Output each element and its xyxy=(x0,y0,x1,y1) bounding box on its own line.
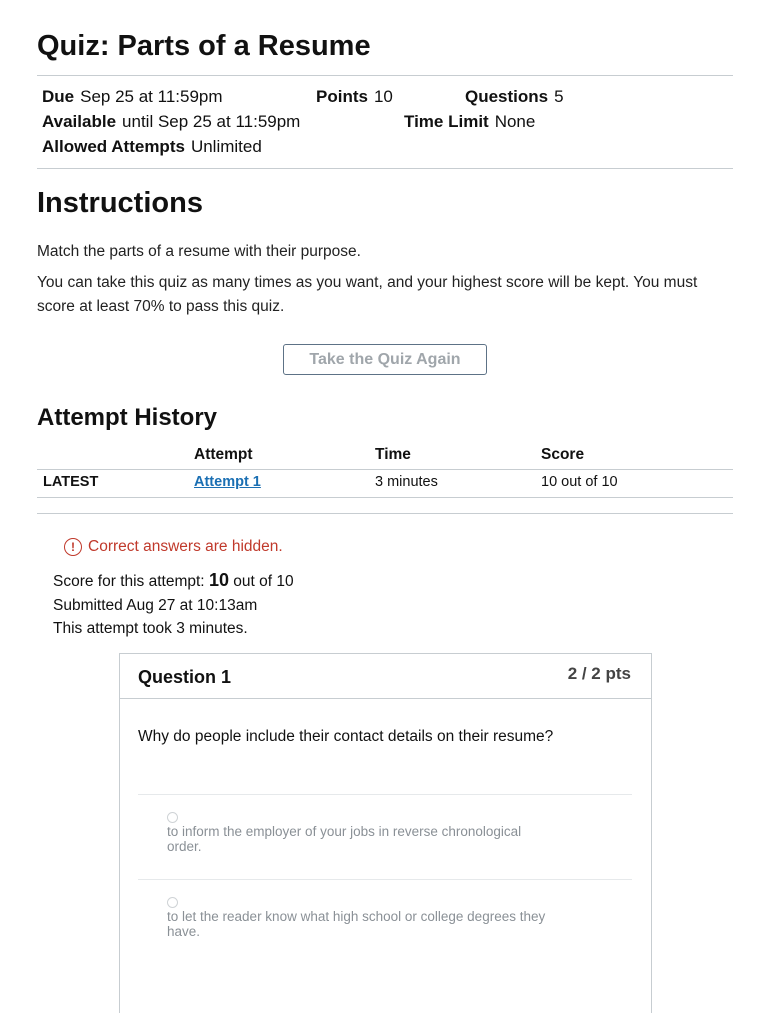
answer-option[interactable] xyxy=(138,879,632,964)
answer-text: to inform the employer of your jobs in reverse chronological order. xyxy=(167,824,522,854)
meta-time-limit: Time Limit None xyxy=(404,112,536,131)
meta-available: Available until Sep 25 at 11:59pm xyxy=(42,112,301,131)
radio-button[interactable] xyxy=(167,897,178,908)
answers-hidden-notice xyxy=(64,538,283,556)
question-text: Why do people include their contact details on their resume? xyxy=(138,728,554,745)
instructions-heading: Instructions xyxy=(37,187,203,219)
question-header xyxy=(120,654,651,699)
submitted-line: Submitted Aug 27 at 10:13am xyxy=(53,597,258,614)
meta-questions: Questions 5 xyxy=(465,87,564,106)
page-title: Quiz: Parts of a Resume xyxy=(37,30,371,62)
answer-option[interactable] xyxy=(138,794,632,879)
table-divider xyxy=(37,469,733,470)
divider xyxy=(37,75,733,76)
divider xyxy=(37,513,733,514)
take-quiz-again-button[interactable]: Take the Quiz Again xyxy=(283,344,487,375)
answer-text: to let the reader know what high school or college degrees they have. xyxy=(167,909,546,939)
meta-allowed-attempts: Allowed Attempts Unlimited xyxy=(42,137,262,156)
question-card xyxy=(119,653,652,1013)
meta-points: Points 10 xyxy=(316,87,393,106)
meta-due: Due Sep 25 at 11:59pm xyxy=(42,87,223,106)
attempt-score-value: 10 xyxy=(208,570,229,590)
attempt-history-heading: Attempt History xyxy=(37,404,218,431)
answers-hidden-text: Correct answers are hidden. xyxy=(88,538,283,555)
attempt-score-line: Score for this attempt: 10 out of 10 xyxy=(53,570,294,590)
column-header-attempt: Attempt xyxy=(194,446,253,463)
question-points: 2 / 2 pts xyxy=(567,664,631,683)
divider xyxy=(37,168,733,169)
column-header-score: Score xyxy=(541,446,585,463)
attempt-score: 10 out of 10 xyxy=(541,474,618,490)
table-divider xyxy=(37,497,733,498)
column-header-time: Time xyxy=(375,446,411,463)
instructions-line-1: Match the parts of a resume with their purpose. xyxy=(37,243,361,260)
instructions-line-2: You can take this quiz as many times as you want, and your highest score will be kept. You must score at least 70% to pass this quiz. xyxy=(37,274,698,315)
attempt-1-link[interactable]: Attempt 1 xyxy=(194,474,261,490)
duration-line: This attempt took 3 minutes. xyxy=(53,620,248,637)
latest-tag: LATEST xyxy=(43,474,99,490)
radio-button[interactable] xyxy=(167,812,178,823)
attempt-time: 3 minutes xyxy=(375,474,438,490)
warning-icon: ! xyxy=(64,538,82,556)
question-title: Question 1 xyxy=(138,667,232,687)
